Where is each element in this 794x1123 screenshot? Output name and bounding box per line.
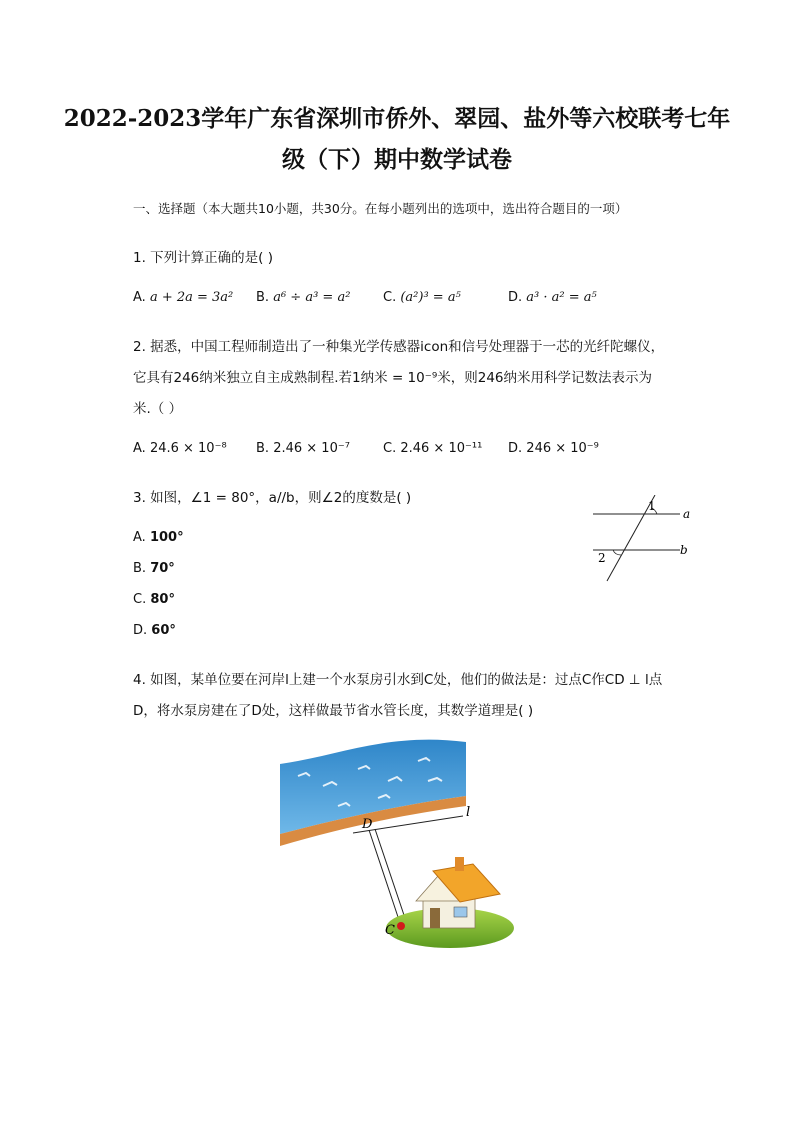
q1-option-a (133, 290, 233, 305)
point-d-label: D (362, 817, 373, 832)
q1-option-d-label: D. (508, 290, 523, 305)
q2-option-b (256, 441, 350, 456)
house-door (430, 908, 440, 928)
q1-option-a-expr: a + 2a = 3a² (149, 290, 234, 305)
angle-1-label: 1 (648, 499, 656, 513)
q3-option-b-value: 70° (150, 561, 175, 576)
parallel-lines-figure (585, 495, 700, 585)
q3-option-a-value: 100° (149, 530, 184, 545)
house-window (454, 907, 467, 917)
question-4-line-1: 4. 如图，某单位要在河岸l上建一个水泵房引水到C处，他们的做法是：过点C作CD ⊥ l点 (133, 672, 663, 688)
house-chimney (455, 857, 464, 871)
line-b-label: b (680, 543, 688, 557)
q3-option-d (133, 623, 176, 638)
q3-option-a-label: A. (133, 530, 146, 545)
q2-option-d-label: D. (508, 441, 523, 456)
q1-option-b-label: B. (256, 290, 270, 305)
q3-option-c-label: C. (133, 592, 147, 607)
q1-option-b (256, 290, 350, 305)
q3-option-c-value: 80° (150, 592, 175, 607)
q1-option-c (383, 290, 461, 305)
title-line-1: 2022-2023学年广东省深圳市侨外、翠园、盐外等六校联考七年 (63, 105, 731, 132)
q2-option-c-label: C. (383, 441, 397, 456)
q1-option-a-label: A. (133, 290, 146, 305)
river-pump-figure (278, 736, 518, 956)
segment-cd (369, 830, 401, 926)
line-a-label: a (683, 507, 691, 521)
title-line-2: 级（下）期中数学试卷 (282, 146, 512, 173)
q1-option-b-expr: a⁶ ÷ a³ = a² (273, 290, 351, 305)
q3-option-b (133, 561, 175, 576)
q2-option-a-label: A. (133, 441, 146, 456)
q2-option-b-expr: 2.46 × 10⁻⁷ (273, 441, 350, 456)
q3-option-b-label: B. (133, 561, 147, 576)
question-2-line-3: 米.（ ） (133, 401, 183, 417)
q1-option-d-expr: a³ · a² = a⁵ (526, 290, 597, 305)
question-1-stem: 1. 下列计算正确的是( ) (133, 250, 273, 266)
q2-option-c-expr: 2.46 × 10⁻¹¹ (400, 441, 483, 456)
q3-option-c (133, 592, 175, 607)
q2-option-c (383, 441, 482, 456)
point-c-marker (397, 922, 405, 930)
section-heading: 一、选择题（本大题共10小题，共30分。在每小题列出的选项中，选出符合题目的一项） (133, 201, 628, 216)
question-3-stem: 3. 如图，∠1 = 80°，a//b，则∠2的度数是( ) (133, 490, 412, 506)
q3-option-d-value: 60° (151, 623, 176, 638)
question-2-line-1: 2. 据悉，中国工程师制造出了一种集光学传感器icon和信号处理器于一芯的光纤陀螺仪， (133, 339, 665, 355)
point-c-label: C (385, 923, 395, 938)
angle-2-label: 2 (598, 551, 606, 565)
angle-2-arc (613, 550, 621, 555)
question-2-line-2: 它具有246纳米独立自主成熟制程.若1纳米 = 10⁻⁹米，则246纳米用科学记数法表示为 (133, 370, 653, 386)
q3-option-d-label: D. (133, 623, 148, 638)
q2-option-a-expr: 24.6 × 10⁻⁸ (149, 441, 227, 456)
question-4-line-2: D，将水泵房建在了D处，这样做最节省水管长度，其数学道理是( ) (133, 703, 534, 719)
q2-option-b-label: B. (256, 441, 270, 456)
segment-cd-parallel (375, 829, 407, 924)
q1-option-c-label: C. (383, 290, 397, 305)
q2-option-a (133, 441, 227, 456)
q3-option-a (133, 530, 184, 545)
q1-option-d (508, 290, 597, 305)
q2-option-d-expr: 246 × 10⁻⁹ (526, 441, 599, 456)
q2-option-d (508, 441, 599, 456)
q1-option-c-expr: (a²)³ = a⁵ (400, 290, 461, 305)
line-l-label: l (466, 805, 471, 820)
